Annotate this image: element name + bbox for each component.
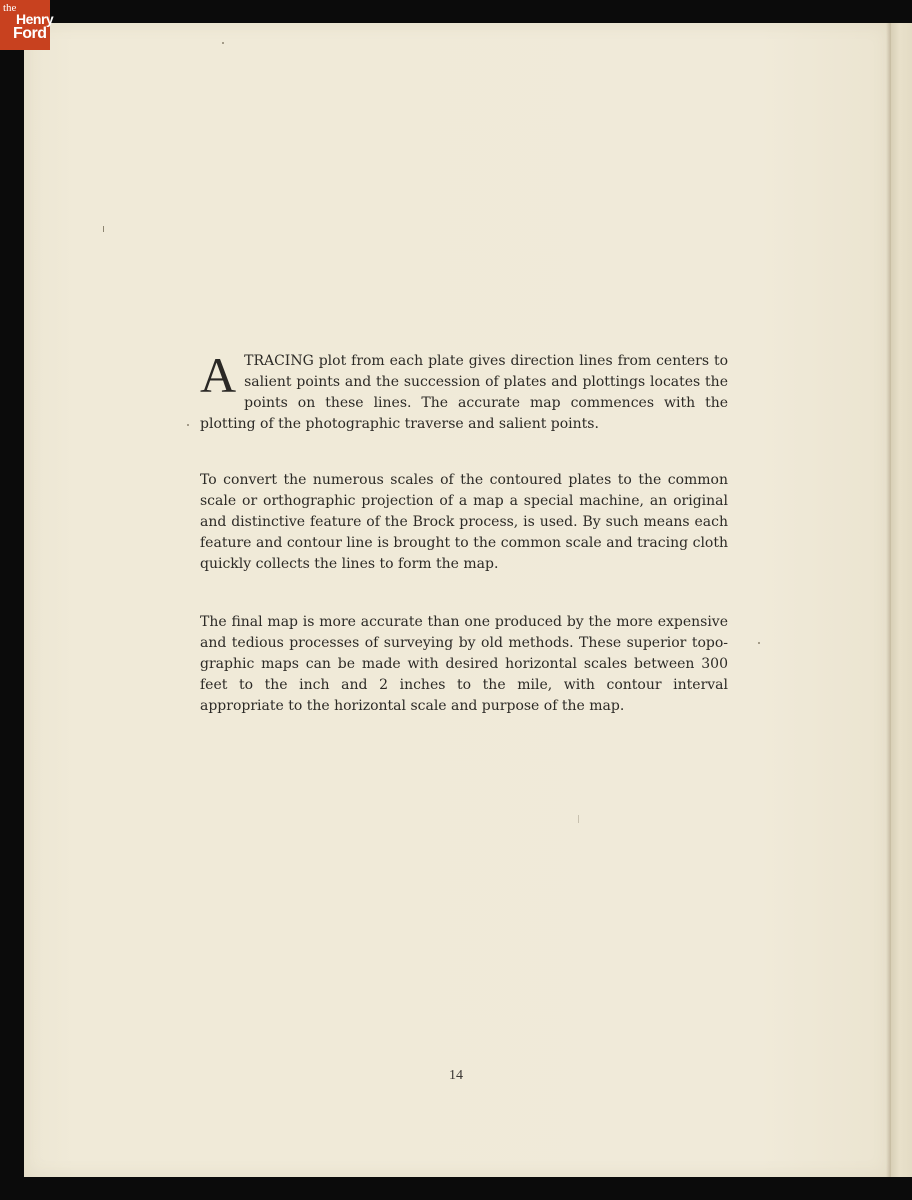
paragraph-1-text: TRACING plot from each plate gives direction lines from centers to salient points and the succession of plates and plottings locates the points on these lines. The accurate map commences with the plotting of the photographic traverse and salient points. <box>200 353 728 432</box>
logo-word-ford: Ford <box>13 25 47 42</box>
logo-word-henry: Henry <box>16 11 54 27</box>
henry-ford-logo <box>0 0 54 50</box>
paper-speck <box>187 424 189 426</box>
paper-speck <box>758 642 760 644</box>
adjacent-page-edge <box>890 23 912 1177</box>
drop-cap: A <box>200 347 237 403</box>
document-page <box>24 23 890 1177</box>
paper-speck <box>103 226 104 232</box>
logo-word-the: the <box>3 2 17 14</box>
paper-speck <box>578 815 579 823</box>
paper-speck <box>222 42 224 44</box>
paragraph-3: The final map is more accurate than one produced by the more expensive and tedious processes of surveying by old methods. These superior topo-graphic maps can be made with desired horizontal scales between 300 feet to the inch and 2 inches to the mile, with contour interval appropriate to the horizontal scale and purpose of the map. <box>200 614 728 714</box>
paragraph-1 <box>200 347 728 435</box>
page-number: 14 <box>449 1068 463 1083</box>
paragraph-2: To convert the numerous scales of the contoured plates to the common scale or orthographic projection of a map a special machine, an original and distinctive feature of the Brock process, is used. By such means each feature and contour line is brought to the common scale and tracing cloth quickly collects the lines to form the map. <box>200 472 728 572</box>
